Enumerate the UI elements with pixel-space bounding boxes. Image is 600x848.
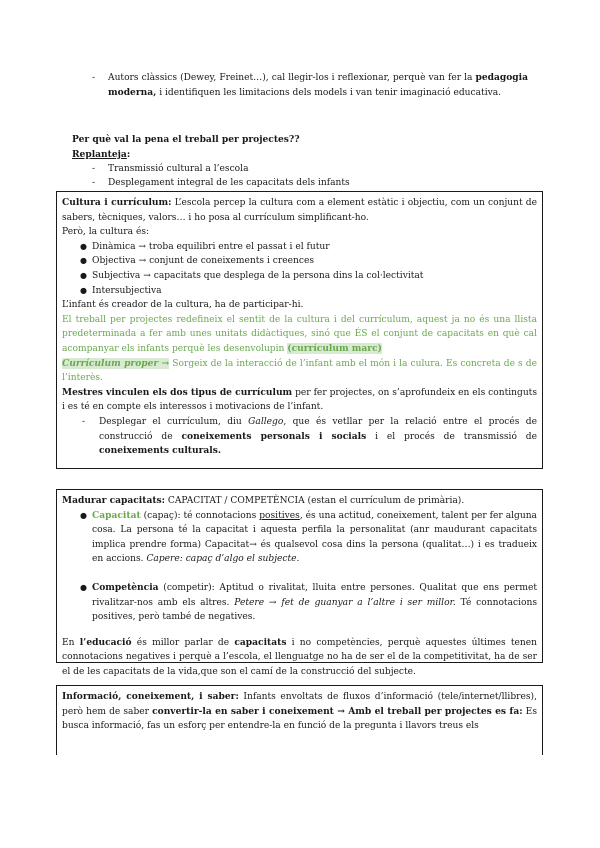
teachers-link-curricula-text: Mestres vinculen els dos tipus de currículum per fer projectes, on s’aprofundeix en els continguts i es té en compte els interessos i motivacions de l’infant. bbox=[62, 386, 537, 413]
bullet-marker: ● bbox=[80, 241, 87, 251]
child-creator-text: L’infant és creador de la cultura, ha de participar-hi. bbox=[62, 300, 304, 311]
project-work-redefines-text: El treball per projectes redefineix el sentit de la cultura i del currículum, aquest ja no és una llista predeterminada a fer amb unes unitats didàctiques, sinó que ÉS el conjunt de capacitats en què cal acompanyar els infants perquè les desenvolupin (currículum marc) bbox=[62, 314, 537, 354]
dash-marker: - bbox=[92, 164, 96, 174]
culture-bullet-4: ● Intersubjectiva bbox=[62, 284, 537, 299]
classic-authors-item: - Autors clàssics (Dewey, Freinet…), cal llegir-los i reflexionar, perquè van fer la pedagogia moderna, i identifiquen les limitacions dels models i van tenir imaginació educativa. bbox=[92, 72, 528, 98]
bullet-marker: ● bbox=[80, 285, 87, 295]
replanteja-label: Replanteja: bbox=[72, 149, 131, 160]
dash-marker: - bbox=[92, 73, 96, 83]
culture-bullet-3: ● Subjectiva → capacitats que desplega de la persona dins la col·lectivitat bbox=[62, 269, 537, 284]
culture-bullet-2: ● Objectiva → conjunt de coneixements i creences bbox=[62, 254, 537, 269]
capacities-heading: Madurar capacitats: CAPACITAT / COMPETÈNCIA (estan el currículum de primària). bbox=[62, 495, 465, 506]
question-heading: Per què val la pena el treball per projectes?? bbox=[72, 134, 300, 145]
culture-is-label: Però, la cultura és: bbox=[62, 227, 150, 238]
replanteja-item-1: - Transmissió cultural a l’escola bbox=[92, 162, 249, 177]
capacities-box bbox=[56, 489, 543, 677]
culture-bullet-1: ● Dinàmica → troba equilibri entre el passat i el futur bbox=[62, 240, 537, 255]
culture-intro: Cultura i currículum: L’escola percep la cultura com a element estàtic i objectiu, com un conjunt de sabers, tècniques, valors… i ho posa al currículum simplificant-ho. bbox=[62, 197, 538, 223]
bullet-marker: ● bbox=[80, 510, 87, 520]
spacer bbox=[62, 625, 537, 636]
bullet-marker: ● bbox=[80, 582, 87, 592]
spacer bbox=[62, 567, 537, 581]
dash-marker: - bbox=[92, 178, 96, 188]
replanteja-item-2: - Desplegament integral de les capacitats dels infants bbox=[92, 176, 350, 191]
bullet-marker: ● bbox=[80, 256, 87, 266]
capacities-conclusion: En l’educació és millor parlar de capacitats i no competències, perquè aquestes últimes tenen connotacions negatives i perquè a l’escola, el llenguatge no ha de ser el de la competitivitat, ha de ser el de les capacitats de la vida,que son el camí de la construcció del subjecte. bbox=[62, 636, 538, 677]
competence-bullet: ● Competència (competir): Aptitud o rivalitat, lluita entre persones. Qualitat que ens permet rivalitzar-nos amb els altres. Petere → fet de guanyar a l’altre i ser millor. Té connotacions positives, però també de negatives. bbox=[80, 581, 538, 623]
culture-curriculum-box bbox=[56, 191, 543, 469]
bullet-marker: ● bbox=[80, 270, 87, 280]
gallego-item: - Desplegar el currículum, diu Gallego, que és vetllar per la relació entre el procés de construcció de coneixements personals i socials i el procés de transmissió de coneixements culturals. bbox=[82, 416, 537, 457]
capacity-bullet: ● Capacitat (capaç): té connotacions positives, és una actitud, coneixement, talent per fer alguna cosa. La persona té la capacitat i aquesta perfila la personalitat (anr maudurant capacitats implica prendre forma) Capacitat→ és qualsevol cosa dins la persona (qualitat…) i es tradueix en accions. Capere: capaç d’algo el subjecte. bbox=[80, 509, 537, 565]
information-knowledge-text: Informació, coneixement, i saber: Infants envoltats de fluxos d’informació (tele/internet/llibres), però hem de saber convertir-la en saber i coneixement → Amb el treball per projectes es fa: Es busca informació, fas un esforç per entendre-la en funció de la pregunta i llavors treus els bbox=[62, 691, 537, 732]
dash-marker: - bbox=[82, 416, 86, 427]
close-curriculum-text: Currículum proper → Sorgeix de la interacció de l’infant amb el món i la culura. Es concreta de s de l’interès. bbox=[62, 357, 537, 384]
information-knowledge-box bbox=[56, 685, 543, 755]
